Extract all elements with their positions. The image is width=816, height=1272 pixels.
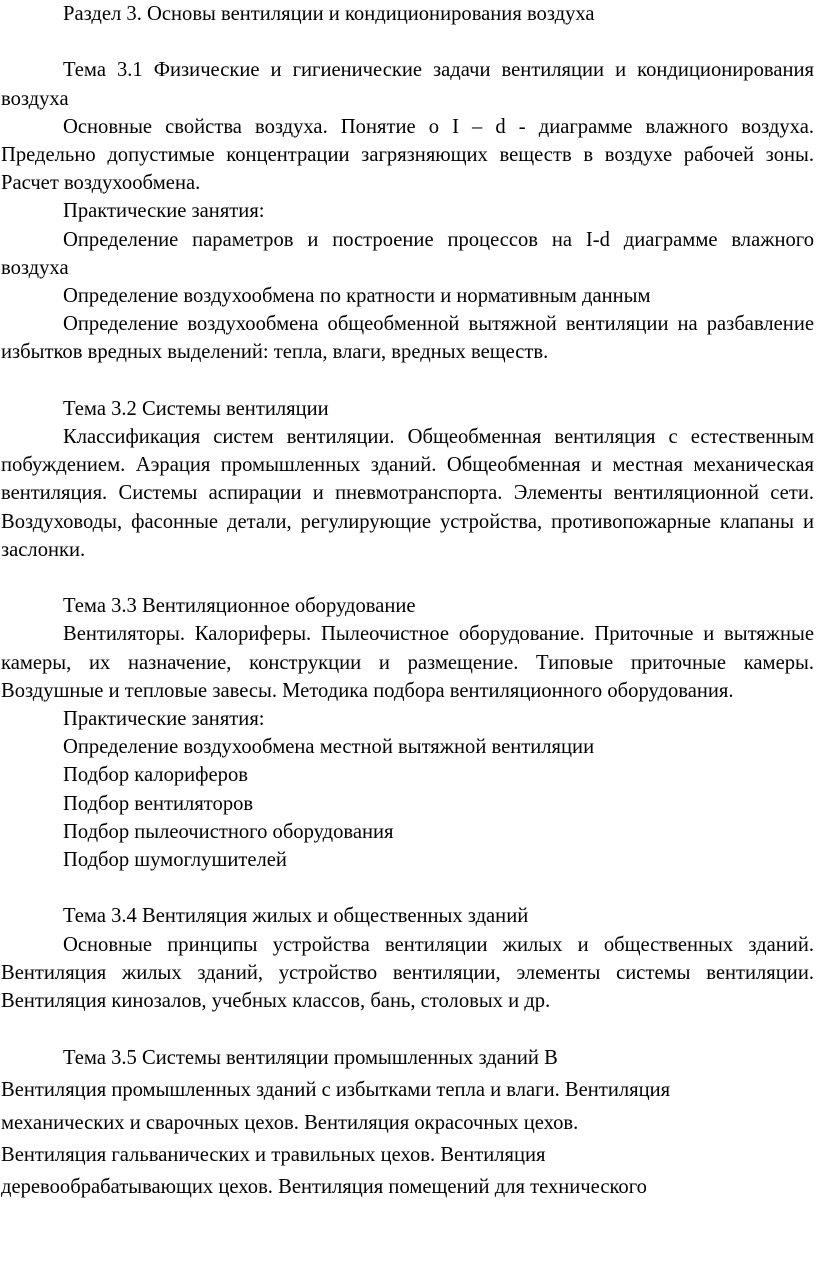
blank-line — [1, 1015, 814, 1043]
topic-3-2-title: Тема 3.2 Системы вентиляции — [63, 397, 329, 420]
topic-3-1-practice-label: Практические занятия: — [63, 200, 265, 223]
topic-3-1-practice-item: Определение воздухообмена по кратности и нормативным данным — [63, 285, 651, 308]
topic-3-5-line: деревообрабатывающих цехов. Вентиляция помещений для технического — [1, 1176, 647, 1199]
blank-line — [1, 874, 814, 902]
topic-3-3-practice-item: Подбор калориферов — [63, 764, 248, 787]
blank-line — [1, 564, 814, 592]
topic-3-1-practice-item: Определение воздухообмена общеобменной вытяжной вентиляции на разбавление избытков вредных выделений: тепла, влаги, вредных веществ. — [1, 313, 814, 364]
topic-3-3-practice-item: Определение воздухообмена местной вытяжной вентиляции — [63, 736, 595, 759]
topic-3-2-description: Классификация систем вентиляции. Общеобменная вентиляция с естественным побуждением. Аэрация промышленных зданий. Общеобменная и местная механическая вентиляция. Системы аспирации и пневмотранспорта. Элементы вентиляционной сети. Воздуховоды, фасонные детали, регулирующие устройства, противопожарные клапаны и заслонки. — [1, 426, 814, 561]
topic-3-3-practice-item: Подбор пылеочистного оборудования — [63, 820, 394, 843]
topic-3-5-line: Вентиляция гальванических и травильных цехов. Вентиляция — [1, 1143, 546, 1166]
topic-3-3-practice-item: Подбор шумоглушителей — [63, 849, 287, 872]
topic-3-5-title: Тема 3.5 Системы вентиляции промышленных зданий В — [63, 1047, 558, 1070]
topic-3-1-description: Основные свойства воздуха. Понятие о I – d - диаграмме влажного воздуха. Предельно допустимые концентрации загрязняющих веществ в воздухе рабочей зоны. Расчет воздухообмена. — [1, 115, 814, 195]
blank-line — [1, 28, 814, 56]
topic-3-1-practice-item: Определение параметров и построение процессов на I-d диаграмме влажного воздуха — [1, 228, 814, 279]
blank-line — [1, 367, 814, 395]
topic-3-1-title: Тема 3.1 Физические и гигиенические задачи вентиляции и кондиционирования воздуха — [1, 59, 814, 110]
topic-3-3-practice-item: Подбор вентиляторов — [63, 792, 254, 815]
topic-3-3-practice-label: Практические занятия: — [63, 708, 265, 731]
section-title: Раздел 3. Основы вентиляции и кондиционирования воздуха — [63, 3, 595, 25]
topic-3-5-line: Вентиляция промышленных зданий с избытками тепла и влаги. Вентиляция — [1, 1079, 671, 1102]
topic-3-3-title: Тема 3.3 Вентиляционное оборудование — [63, 595, 416, 618]
topic-3-4-title: Тема 3.4 Вентиляция жилых и общественных зданий — [63, 905, 529, 928]
topic-3-5-line: механических и сварочных цехов. Вентиляция окрасочных цехов. — [1, 1111, 579, 1134]
topic-3-4-description: Основные принципы устройства вентиляции жилых и общественных зданий. Вентиляция жилых зданий, устройство вентиляции, элементы системы вентиляции. Вентиляция кинозалов, учебных классов, бань, столовых и др. — [1, 933, 814, 1013]
topic-3-3-description: Вентиляторы. Калориферы. Пылеочистное оборудование. Приточные и вытяжные камеры, их назначение, конструкции и размещение. Типовые приточные камеры. Воздушные и тепловые завесы. Методика подбора вентиляционного оборудования. — [1, 623, 814, 702]
